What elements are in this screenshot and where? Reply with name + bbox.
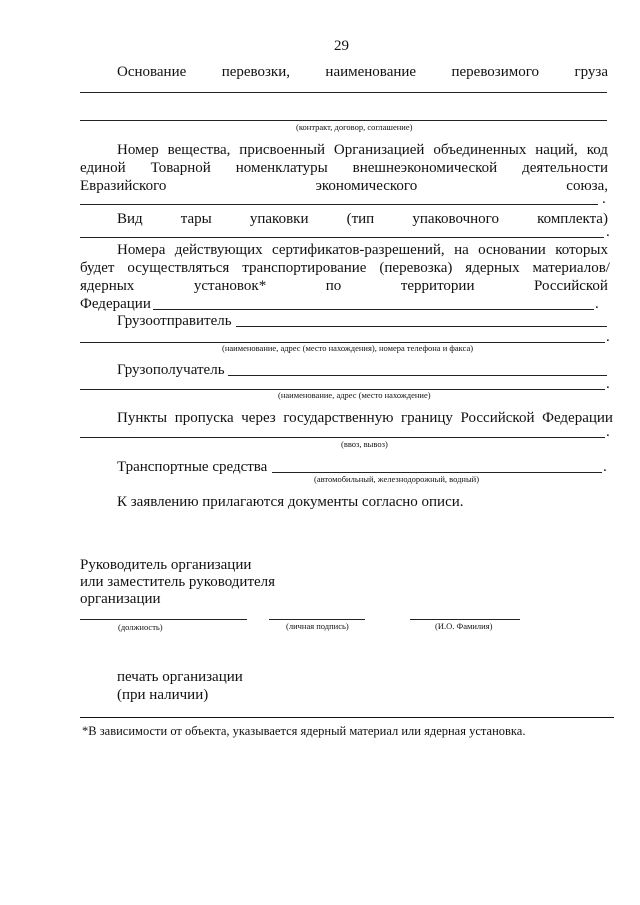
certificates-word: основании bbox=[478, 242, 546, 258]
certificates-word: материалов/ bbox=[532, 260, 610, 276]
container-input-line[interactable] bbox=[80, 237, 604, 238]
substance-input-line[interactable] bbox=[80, 204, 598, 205]
substance-word: номенклатуры bbox=[235, 160, 328, 176]
stamp-line-2: (при наличии) bbox=[117, 687, 209, 703]
container-end-dot: . bbox=[606, 224, 610, 240]
position-input-line[interactable] bbox=[80, 619, 247, 620]
signatory-line-2: или заместитель руководителя bbox=[80, 574, 276, 590]
container-word: тары bbox=[180, 211, 212, 227]
border-points-input-line[interactable] bbox=[80, 437, 605, 438]
certificates-word: сертификатов-разрешений, bbox=[272, 242, 445, 258]
basis-word: Основание bbox=[117, 64, 187, 80]
container-word: упаковки bbox=[249, 211, 309, 227]
footnote: *В зависимости от объекта, указывается ядерный материал или ядерная установка. bbox=[82, 724, 526, 738]
border-points-end-dot: . bbox=[606, 424, 610, 440]
vehicles-caption: (автомобильный, железнодорожный, водный) bbox=[314, 474, 480, 484]
consignee-label: Грузополучатель bbox=[117, 362, 225, 378]
basis-word: груза bbox=[574, 64, 608, 80]
shipper-caption: (наименование, адрес (место нахождения), номера телефона и факса) bbox=[222, 343, 474, 353]
container-word: упаковочного bbox=[412, 211, 499, 227]
certificates-word: ядерных bbox=[465, 260, 520, 276]
certificates-word: транспортирование bbox=[242, 260, 367, 276]
certificates-line-4: Федерации bbox=[80, 296, 151, 312]
certificates-word: по bbox=[325, 278, 342, 294]
container-word: (тип bbox=[346, 211, 375, 227]
certificates-word: Номера bbox=[117, 242, 166, 258]
certificates-word: Российской bbox=[534, 278, 608, 294]
substance-word: код bbox=[586, 142, 608, 158]
border-word: государственную bbox=[283, 410, 394, 426]
certificates-word: которых bbox=[555, 242, 608, 258]
basis-word: наименование bbox=[325, 64, 417, 80]
certificates-input-line[interactable] bbox=[153, 309, 594, 310]
substance-word: деятельности bbox=[522, 160, 608, 176]
certificates-word: ядерных bbox=[80, 278, 135, 294]
signatory-line-1: Руководитель организации bbox=[80, 557, 252, 573]
substance-word: Организацией bbox=[333, 142, 425, 158]
border-points-caption: (ввоз, вывоз) bbox=[341, 439, 388, 449]
page-number: 29 bbox=[334, 38, 349, 54]
position-caption: (должность) bbox=[118, 622, 163, 632]
certificates-word: осуществляться bbox=[127, 260, 230, 276]
border-word: Российской bbox=[460, 410, 535, 426]
signature-caption: (личная подпись) bbox=[286, 621, 349, 631]
border-word: Федерации bbox=[542, 410, 613, 426]
substance-line-3 bbox=[80, 177, 608, 195]
certificates-word: (перевозка) bbox=[379, 260, 453, 276]
signatory-line-3: организации bbox=[80, 591, 161, 607]
name-caption: (И.О. Фамилия) bbox=[435, 621, 493, 631]
substance-word: союза, bbox=[566, 178, 608, 194]
certificates-word: территории bbox=[400, 278, 475, 294]
basis-input-line-1[interactable] bbox=[80, 92, 607, 93]
vehicles-input-line[interactable] bbox=[272, 472, 602, 473]
attachment-note: К заявлению прилагаются документы согласно описи. bbox=[117, 494, 464, 510]
substance-end-dot: . bbox=[602, 191, 606, 207]
substance-word: экономического bbox=[315, 178, 418, 194]
substance-word: объединенных bbox=[433, 142, 527, 158]
certificates-end-dot: . bbox=[595, 296, 599, 312]
shipper-end-dot: . bbox=[606, 329, 610, 345]
certificates-word: установок* bbox=[193, 278, 267, 294]
certificates-line-3 bbox=[80, 277, 608, 295]
substance-word: Номер bbox=[117, 142, 159, 158]
substance-word: единой bbox=[80, 160, 126, 176]
border-word: пропуска bbox=[174, 410, 234, 426]
certificates-word: действующих bbox=[174, 242, 263, 258]
basis-word: перевозимого bbox=[451, 64, 540, 80]
substance-line-2 bbox=[80, 159, 608, 177]
basis-input-line-2[interactable] bbox=[80, 120, 607, 121]
container-word: Вид bbox=[117, 211, 143, 227]
substance-line-1 bbox=[117, 141, 608, 159]
consignee-input-line-1[interactable] bbox=[228, 375, 607, 376]
stamp-line-1: печать организации bbox=[117, 669, 243, 685]
basis-heading bbox=[117, 63, 608, 81]
basis-word: перевозки, bbox=[221, 64, 291, 80]
footnote-separator bbox=[80, 717, 614, 718]
shipper-input-line-1[interactable] bbox=[236, 326, 607, 327]
certificates-line-1 bbox=[117, 241, 608, 259]
substance-word: Товарной bbox=[150, 160, 211, 176]
shipper-label: Грузоотправитель bbox=[117, 313, 232, 329]
substance-word: внешнеэкономической bbox=[352, 160, 498, 176]
basis-caption: (контракт, договор, соглашение) bbox=[296, 122, 413, 132]
substance-word: присвоенный bbox=[239, 142, 325, 158]
vehicles-label: Транспортные средства bbox=[117, 459, 268, 475]
border-word: границу bbox=[401, 410, 453, 426]
certificates-word: будет bbox=[80, 260, 115, 276]
border-points-heading bbox=[117, 409, 613, 427]
certificates-line-2 bbox=[80, 259, 610, 277]
substance-word: вещества, bbox=[167, 142, 231, 158]
certificates-word: на bbox=[454, 242, 469, 258]
border-word: через bbox=[241, 410, 276, 426]
vehicles-end-dot: . bbox=[603, 459, 607, 475]
consignee-caption: (наименование, адрес (место нахождение) bbox=[278, 390, 431, 400]
substance-word: Евразийского bbox=[80, 178, 167, 194]
substance-word: наций, bbox=[535, 142, 578, 158]
signature-input-line[interactable] bbox=[269, 619, 365, 620]
container-word: комплекта) bbox=[537, 211, 608, 227]
consignee-end-dot: . bbox=[606, 376, 610, 392]
name-input-line[interactable] bbox=[410, 619, 520, 620]
container-heading bbox=[117, 210, 608, 228]
border-word: Пункты bbox=[117, 410, 168, 426]
